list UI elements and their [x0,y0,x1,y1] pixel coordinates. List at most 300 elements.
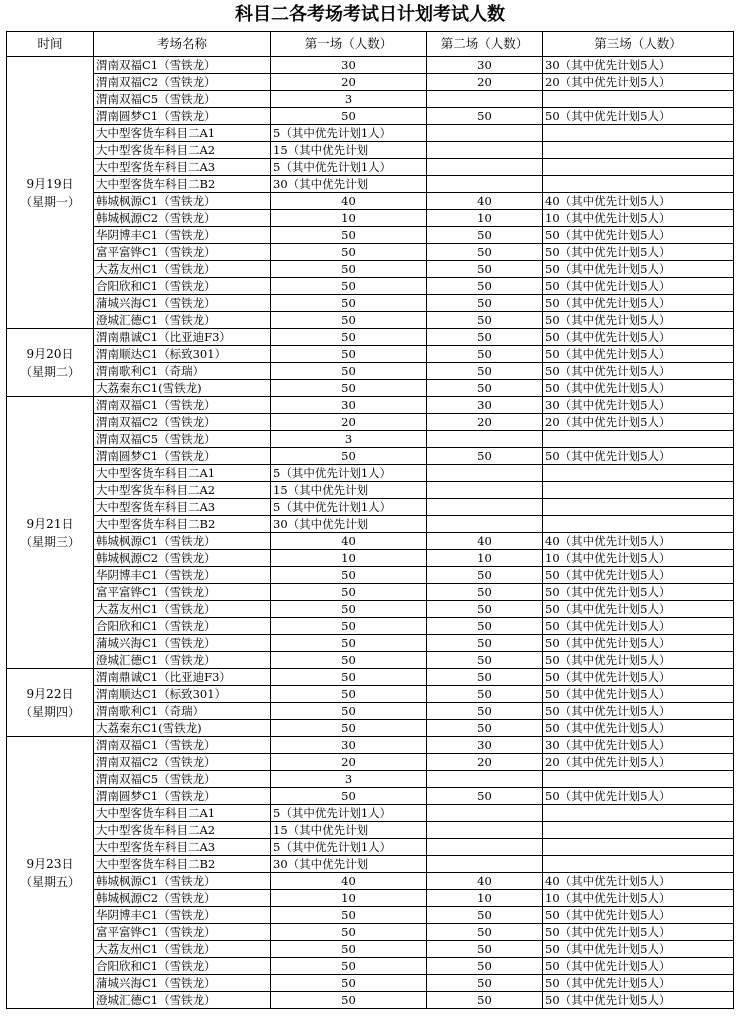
table-row [7,533,734,550]
venue-name-cell: 韩城枫源C1（雪铁龙） [94,533,271,550]
session-3-count: 40（其中优先计划5人） [543,533,734,550]
venue-name-cell: 富平富铧C1（雪铁龙） [94,924,271,941]
session-2-count [427,805,543,822]
session-3-count [543,856,734,873]
session-3-count: 10（其中优先计划5人） [543,550,734,567]
session-3-count [543,176,734,193]
venue-name-cell: 渭南双福C5（雪铁龙） [94,91,271,108]
venue-name-cell: 澄城汇德C1（雪铁龙） [94,652,271,669]
table-row [7,499,734,516]
session-2-count: 40 [427,193,543,210]
venue-name-cell: 富平富铧C1（雪铁龙） [94,244,271,261]
session-3-count [543,499,734,516]
session-1-count: 50 [271,703,427,720]
session-1-count: 50 [271,669,427,686]
session-1-count: 50 [271,261,427,278]
session-3-count: 50（其中优先计划5人） [543,703,734,720]
venue-name-cell: 澄城汇德C1（雪铁龙） [94,312,271,329]
session-2-count: 50 [427,567,543,584]
table-row [7,669,734,686]
table-row [7,720,734,737]
session-2-count: 50 [427,584,543,601]
table-row [7,448,734,465]
table-row [7,890,734,907]
session-3-count: 50（其中优先计划5人） [543,448,734,465]
table-row [7,601,734,618]
session-2-count: 50 [427,635,543,652]
table-row [7,516,734,533]
table-row [7,754,734,771]
table-row [7,329,734,346]
venue-name-cell: 大中型客货车科目二B2 [94,856,271,873]
venue-name-cell: 大中型客货车科目二A1 [94,805,271,822]
session-1-count: 50 [271,380,427,397]
session-1-count: 50 [271,584,427,601]
table-row [7,941,734,958]
venue-name-cell: 渭南双福C2（雪铁龙） [94,754,271,771]
session-1-count: 3 [271,431,427,448]
session-1-count: 50 [271,601,427,618]
table-row [7,703,734,720]
session-2-count: 50 [427,278,543,295]
session-2-count: 50 [427,992,543,1009]
session-2-count: 30 [427,397,543,414]
session-1-count: 30（其中优先计划 [271,856,427,873]
session-1-count: 50 [271,652,427,669]
session-2-count [427,142,543,159]
session-1-count: 5（其中优先计划1人） [271,465,427,482]
session-3-count: 30（其中优先计划5人） [543,737,734,754]
session-2-count: 50 [427,380,543,397]
session-1-count: 50 [271,958,427,975]
venue-name-cell: 大中型客货车科目二A2 [94,142,271,159]
session-1-count: 40 [271,533,427,550]
venue-name-cell: 大中型客货车科目二A2 [94,482,271,499]
table-row [7,142,734,159]
session-2-count: 40 [427,533,543,550]
table-row [7,125,734,142]
session-3-count: 50（其中优先计划5人） [543,958,734,975]
session-2-count [427,176,543,193]
weekday-label: （星期一） [19,194,80,209]
table-row [7,57,734,74]
exam-schedule-table [6,31,734,1009]
session-3-count: 50（其中优先计划5人） [543,584,734,601]
table-row [7,856,734,873]
session-2-count [427,516,543,533]
table-row [7,635,734,652]
session-1-count: 30 [271,737,427,754]
session-3-count: 50（其中优先计划5人） [543,244,734,261]
session-1-count: 50 [271,635,427,652]
session-2-count: 50 [427,669,543,686]
venue-name-cell: 合阳欣和C1（雪铁龙） [94,278,271,295]
session-3-count [543,516,734,533]
session-1-count: 30 [271,57,427,74]
table-row [7,686,734,703]
session-2-count: 50 [427,720,543,737]
session-1-count: 5（其中优先计划1人） [271,805,427,822]
venue-name-cell: 渭南圆梦C1（雪铁龙） [94,448,271,465]
venue-name-cell: 富平富铧C1（雪铁龙） [94,584,271,601]
venue-name-cell: 渭南圆梦C1（雪铁龙） [94,108,271,125]
session-3-count: 30（其中优先计划5人） [543,57,734,74]
session-3-count: 50（其中优先计划5人） [543,278,734,295]
session-2-count: 20 [427,414,543,431]
session-1-count: 5（其中优先计划1人） [271,159,427,176]
session-2-count: 10 [427,550,543,567]
venue-name-cell: 华阴博丰C1（雪铁龙） [94,907,271,924]
header-session-3: 第三场（人数） [543,32,734,57]
session-3-count: 30（其中优先计划5人） [543,397,734,414]
session-3-count: 50（其中优先计划5人） [543,295,734,312]
session-1-count: 50 [271,907,427,924]
session-3-count: 50（其中优先计划5人） [543,635,734,652]
table-row [7,822,734,839]
venue-name-cell: 大中型客货车科目二A2 [94,822,271,839]
weekday-label: （星期五） [19,874,80,889]
session-2-count: 20 [427,754,543,771]
session-1-count: 50 [271,618,427,635]
date-cell [7,397,94,669]
session-2-count: 50 [427,329,543,346]
table-row [7,618,734,635]
session-2-count [427,499,543,516]
table-row [7,584,734,601]
session-2-count: 50 [427,346,543,363]
session-2-count [427,822,543,839]
table-row [7,873,734,890]
session-3-count: 50（其中优先计划5人） [543,601,734,618]
venue-name-cell: 渭南顺达C1（标致301） [94,686,271,703]
table-row [7,414,734,431]
session-1-count: 50 [271,720,427,737]
session-2-count: 50 [427,448,543,465]
table-row [7,958,734,975]
venue-name-cell: 大中型客货车科目二B2 [94,516,271,533]
venue-name-cell: 大荔友州C1（雪铁龙） [94,261,271,278]
session-1-count: 20 [271,754,427,771]
session-2-count: 50 [427,941,543,958]
session-2-count: 50 [427,686,543,703]
session-3-count: 50（其中优先计划5人） [543,941,734,958]
date-label: 9月19日 [26,176,74,191]
weekday-label: （星期四） [19,704,80,719]
session-2-count: 20 [427,74,543,91]
table-row [7,244,734,261]
session-3-count: 50（其中优先计划5人） [543,108,734,125]
session-1-count: 40 [271,193,427,210]
date-label: 9月22日 [26,686,74,701]
table-row [7,312,734,329]
venue-name-cell: 大中型客货车科目二A1 [94,125,271,142]
session-2-count: 30 [427,57,543,74]
table-row [7,91,734,108]
table-row [7,652,734,669]
table-row [7,788,734,805]
session-2-count: 50 [427,703,543,720]
session-2-count: 50 [427,244,543,261]
session-1-count: 50 [271,108,427,125]
date-cell [7,737,94,1009]
header-date: 时间 [7,32,94,57]
venue-name-cell: 大中型客货车科目二A1 [94,465,271,482]
session-1-count: 20 [271,414,427,431]
venue-name-cell: 大荔秦东C1(雪铁龙) [94,720,271,737]
session-1-count: 5（其中优先计划1人） [271,499,427,516]
session-3-count: 40（其中优先计划5人） [543,873,734,890]
session-3-count: 50（其中优先计划5人） [543,924,734,941]
table-row [7,210,734,227]
session-3-count: 20（其中优先计划5人） [543,74,734,91]
table-row [7,805,734,822]
session-3-count: 50（其中优先计划5人） [543,567,734,584]
venue-name-cell: 大中型客货车科目二B2 [94,176,271,193]
venue-name-cell: 渭南双福C5（雪铁龙） [94,771,271,788]
table-row [7,567,734,584]
venue-name-cell: 韩城枫源C2（雪铁龙） [94,550,271,567]
session-1-count: 5（其中优先计划1人） [271,839,427,856]
venue-name-cell: 渭南歌利C1（奇瑞） [94,363,271,380]
session-1-count: 50 [271,686,427,703]
table-row [7,907,734,924]
session-3-count: 50（其中优先计划5人） [543,652,734,669]
session-1-count: 50 [271,278,427,295]
session-3-count: 50（其中优先计划5人） [543,669,734,686]
venue-name-cell: 韩城枫源C2（雪铁龙） [94,890,271,907]
session-2-count: 10 [427,890,543,907]
date-cell [7,669,94,737]
table-row [7,278,734,295]
session-1-count: 5（其中优先计划1人） [271,125,427,142]
table-row [7,227,734,244]
table-row [7,482,734,499]
session-1-count: 50 [271,788,427,805]
session-2-count [427,771,543,788]
session-1-count: 50 [271,329,427,346]
session-2-count: 50 [427,652,543,669]
session-1-count: 50 [271,992,427,1009]
venue-name-cell: 渭南圆梦C1（雪铁龙） [94,788,271,805]
venue-name-cell: 渭南歌利C1（奇瑞） [94,703,271,720]
venue-name-cell: 华阴博丰C1（雪铁龙） [94,227,271,244]
table-row [7,295,734,312]
session-2-count: 50 [427,108,543,125]
session-2-count: 50 [427,924,543,941]
session-1-count: 15（其中优先计划 [271,822,427,839]
weekday-label: （星期三） [19,534,80,549]
session-3-count: 10（其中优先计划5人） [543,890,734,907]
session-1-count: 50 [271,346,427,363]
session-2-count: 50 [427,363,543,380]
date-label: 9月21日 [26,516,74,531]
venue-name-cell: 韩城枫源C1（雪铁龙） [94,873,271,890]
table-row [7,159,734,176]
session-2-count: 50 [427,618,543,635]
session-3-count [543,125,734,142]
session-3-count [543,805,734,822]
session-2-count [427,91,543,108]
table-row [7,363,734,380]
table-row [7,380,734,397]
venue-name-cell: 渭南鼎诚C1（比亚迪F3） [94,329,271,346]
session-1-count: 40 [271,873,427,890]
session-1-count: 50 [271,244,427,261]
session-2-count [427,839,543,856]
session-1-count: 10 [271,890,427,907]
table-row [7,431,734,448]
table-row [7,74,734,91]
session-3-count: 50（其中优先计划5人） [543,261,734,278]
session-2-count: 10 [427,210,543,227]
session-3-count: 50（其中优先计划5人） [543,329,734,346]
session-3-count: 50（其中优先计划5人） [543,975,734,992]
table-body [7,57,734,1009]
session-3-count: 50（其中优先计划5人） [543,312,734,329]
venue-name-cell: 渭南双福C2（雪铁龙） [94,74,271,91]
date-label: 9月20日 [26,346,74,361]
venue-name-cell: 大荔友州C1（雪铁龙） [94,601,271,618]
session-1-count: 3 [271,771,427,788]
venue-name-cell: 澄城汇德C1（雪铁龙） [94,992,271,1009]
table-row [7,924,734,941]
header-session-2: 第二场（人数） [427,32,543,57]
session-3-count: 50（其中优先计划5人） [543,907,734,924]
session-2-count: 50 [427,261,543,278]
venue-name-cell: 蒲城兴海C1（雪铁龙） [94,975,271,992]
session-1-count: 20 [271,74,427,91]
session-2-count: 50 [427,295,543,312]
venue-name-cell: 渭南双福C5（雪铁龙） [94,431,271,448]
venue-name-cell: 合阳欣和C1（雪铁龙） [94,618,271,635]
session-3-count: 50（其中优先计划5人） [543,380,734,397]
session-3-count: 50（其中优先计划5人） [543,720,734,737]
venue-name-cell: 大中型客货车科目二A3 [94,839,271,856]
session-2-count: 50 [427,312,543,329]
session-2-count: 50 [427,975,543,992]
session-2-count [427,482,543,499]
venue-name-cell: 蒲城兴海C1（雪铁龙） [94,295,271,312]
session-1-count: 30 [271,397,427,414]
session-3-count [543,482,734,499]
date-label: 9月23日 [26,856,74,871]
table-row [7,176,734,193]
session-3-count [543,91,734,108]
venue-name-cell: 渭南双福C1（雪铁龙） [94,57,271,74]
session-2-count: 30 [427,737,543,754]
session-1-count: 3 [271,91,427,108]
session-3-count: 50（其中优先计划5人） [543,618,734,635]
session-3-count: 50（其中优先计划5人） [543,992,734,1009]
session-1-count: 50 [271,975,427,992]
session-3-count: 20（其中优先计划5人） [543,414,734,431]
session-1-count: 50 [271,567,427,584]
session-2-count: 50 [427,788,543,805]
page-title: 科目二各考场考试日计划考试人数 [235,4,505,25]
venue-name-cell: 大荔秦东C1(雪铁龙) [94,380,271,397]
table-row [7,261,734,278]
header-session-1: 第一场（人数） [271,32,427,57]
session-3-count: 50（其中优先计划5人） [543,227,734,244]
session-2-count [427,465,543,482]
session-3-count [543,159,734,176]
session-3-count [543,431,734,448]
session-3-count: 50（其中优先计划5人） [543,346,734,363]
session-3-count [543,465,734,482]
session-3-count: 50（其中优先计划5人） [543,686,734,703]
header-venue: 考场名称 [94,32,271,57]
session-1-count: 50 [271,924,427,941]
session-3-count: 50（其中优先计划5人） [543,788,734,805]
table-row [7,346,734,363]
venue-name-cell: 渭南顺达C1（标致301） [94,346,271,363]
weekday-label: （星期二） [19,364,80,379]
session-1-count: 50 [271,312,427,329]
table-row [7,771,734,788]
venue-name-cell: 大中型客货车科目二A3 [94,499,271,516]
venue-name-cell: 渭南双福C2（雪铁龙） [94,414,271,431]
venue-name-cell: 韩城枫源C1（雪铁龙） [94,193,271,210]
session-2-count [427,125,543,142]
session-2-count [427,856,543,873]
session-1-count: 10 [271,210,427,227]
session-1-count: 30（其中优先计划 [271,516,427,533]
table-row [7,465,734,482]
table-row [7,737,734,754]
venue-name-cell: 渭南双福C1（雪铁龙） [94,397,271,414]
venue-name-cell: 华阴博丰C1（雪铁龙） [94,567,271,584]
session-2-count: 50 [427,227,543,244]
venue-name-cell: 蒲城兴海C1（雪铁龙） [94,635,271,652]
header-row [7,32,734,57]
session-1-count: 15（其中优先计划 [271,482,427,499]
venue-name-cell: 渭南鼎诚C1（比亚迪F3） [94,669,271,686]
venue-name-cell: 大中型客货车科目二A3 [94,159,271,176]
session-2-count: 50 [427,958,543,975]
session-3-count [543,839,734,856]
date-cell [7,57,94,329]
session-2-count: 40 [427,873,543,890]
session-1-count: 50 [271,227,427,244]
venue-name-cell: 渭南双福C1（雪铁龙） [94,737,271,754]
session-3-count: 20（其中优先计划5人） [543,754,734,771]
session-3-count: 50（其中优先计划5人） [543,363,734,380]
table-row [7,992,734,1009]
session-1-count: 30（其中优先计划 [271,176,427,193]
session-2-count: 50 [427,601,543,618]
session-1-count: 15（其中优先计划 [271,142,427,159]
session-3-count [543,771,734,788]
table-row [7,839,734,856]
table-row [7,108,734,125]
session-2-count [427,431,543,448]
session-2-count [427,159,543,176]
venue-name-cell: 大荔友州C1（雪铁龙） [94,941,271,958]
table-row [7,550,734,567]
session-1-count: 50 [271,941,427,958]
venue-name-cell: 合阳欣和C1（雪铁龙） [94,958,271,975]
table-row [7,975,734,992]
session-1-count: 50 [271,295,427,312]
venue-name-cell: 韩城枫源C2（雪铁龙） [94,210,271,227]
session-1-count: 50 [271,448,427,465]
session-3-count [543,822,734,839]
session-3-count [543,142,734,159]
session-2-count: 50 [427,907,543,924]
session-3-count: 40（其中优先计划5人） [543,193,734,210]
table-row [7,397,734,414]
session-3-count: 10（其中优先计划5人） [543,210,734,227]
